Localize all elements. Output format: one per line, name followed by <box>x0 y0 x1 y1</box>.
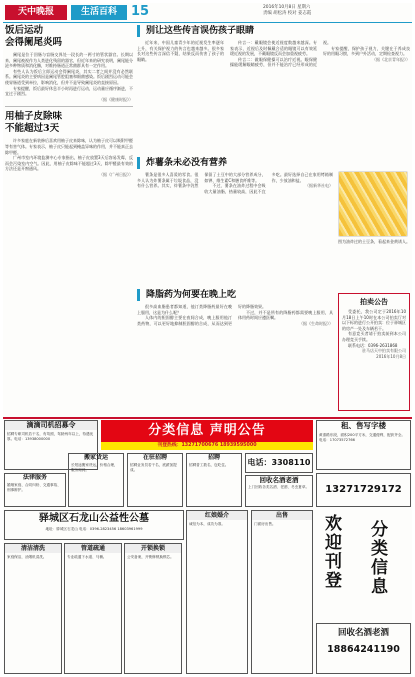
issue-editors: 责编 胡松涛 校对 姜志霞 <box>263 11 312 16</box>
notice-title: 拍卖公告 <box>360 298 388 306</box>
ad-text: 专业疏通下水道、马桶。 <box>67 555 107 559</box>
article-byline: （据新华社电） <box>304 183 333 189</box>
ad-box <box>127 453 183 507</box>
ad-text: 地址：驿城区石龙山 电话：0396-2823456 18603961999 <box>45 527 143 531</box>
article-body <box>137 40 410 68</box>
ad-phone: 电话：3308110 <box>247 458 311 467</box>
article-eye-rumors <box>137 25 410 153</box>
french-fries-photo <box>338 171 408 237</box>
ad-title: 管道疏通 <box>65 544 121 553</box>
masthead-rule <box>3 22 412 23</box>
ad-title: 招聘 <box>207 454 220 461</box>
classified-ads <box>3 417 412 674</box>
ad-box <box>316 473 411 507</box>
ad-title: 出售 <box>252 511 312 520</box>
ad-title: 滴滴司机招募令 <box>5 421 97 430</box>
article-paragraph: 广州市室内环境监测中心专家指出，柚子皮放置3天后容易发霉，反而会污染室内空气。因此，用柚子皮除味不能超过3天，除甲醛最有效的方法还是开窗通风。 <box>5 155 133 172</box>
ad-box-welcome <box>316 510 411 620</box>
issue-weekday: 星期六 <box>297 5 311 10</box>
ad-box <box>186 510 248 674</box>
ad-box <box>316 623 411 674</box>
section-label: 生活百科 <box>71 5 127 20</box>
ad-box <box>245 475 313 507</box>
ad-phone: 13271729172 <box>325 484 402 495</box>
classified-banner: 分类信息 声明公告 <box>101 420 313 442</box>
article-body <box>137 304 333 326</box>
notice-signature: 驻马店天中拍卖有限公司 <box>362 348 406 354</box>
left-column <box>5 25 133 413</box>
ad-box <box>64 543 122 674</box>
ad-box <box>124 543 182 674</box>
ad-text: 诚信为本，成功为准。 <box>189 522 225 526</box>
masthead <box>3 3 412 23</box>
ad-title: 红娘婚介 <box>187 511 247 520</box>
ad-title: 清洁清洗 <box>5 544 61 553</box>
article-paragraph: 近年来，中国儿童青少年的近视发生率逐年上升，有关保护视力的传言也越来越多。很多家长对这些传言深信不疑，结果反而伤害了孩子的眼睛。 <box>137 40 224 62</box>
ads-phone-bar: 刊登热线：13271700676 18939595000 <box>101 442 313 450</box>
page-number: 15 <box>131 4 150 19</box>
ad-text: 婚姻家庭、合同纠纷、交通事故、刑事辩护。 <box>7 483 61 492</box>
article-byline: （据《广州日报》） <box>99 171 133 177</box>
article-paragraph: 很多高血脂患者都知道，他汀类降脂药最好在晚上服用，这是为什么呢？ <box>137 304 232 315</box>
ad-title: 在驻招聘 <box>142 454 167 461</box>
ad-text: 招聘业务员若干名，底薪加提成。 <box>130 463 177 472</box>
notice-paragraph: 受委托，我公司定于2016年10月18日上午10时在本公司拍卖厅对以下标的进行公开拍卖：位于驿城区的房产一处及车辆若干。 <box>342 309 406 331</box>
ad-title: 驿城区石龙山公益性公墓 <box>39 513 149 524</box>
article-byline: （据《北京青年报》） <box>372 56 410 62</box>
article-title: 不能超过3天 <box>5 123 60 135</box>
article-paragraph: 传言二：做眼保健操可以治疗近视。眼保健操能缓解眼睛疲劳，但并不能治疗已经形成的近视。 <box>230 40 331 68</box>
article-paragraph: 人体内的胆固醇主要在夜间合成，晚上服用他汀类药物，可以更好地抑制胆固醇的合成，从而达到更好的降脂效果。 <box>137 304 266 326</box>
notice-paragraph: 联系电话：0396-2631868 <box>348 342 398 348</box>
article-fries <box>137 157 410 285</box>
ad-box <box>4 473 66 507</box>
ad-box <box>316 420 411 470</box>
ad-text: 招聘专职司机若干名，有驾照，驾龄两年以上，待遇优厚。电话：13938000000 <box>7 432 94 441</box>
ad-text: 招聘普工数名，包吃住。 <box>189 463 229 467</box>
ad-text: 公安备案，开锁修锁换锁芯。 <box>127 555 174 559</box>
ad-box <box>251 510 313 674</box>
article-title: 饭后运动 <box>5 25 44 36</box>
ad-title: 开锁换锁 <box>125 544 181 553</box>
issue-meta <box>263 5 403 17</box>
article-title: 会得阑尾炎吗 <box>5 37 63 48</box>
ad-text: 黄淮路东段，面积200平方米，交通便利，配套齐全。电话：17073572766 <box>319 433 405 442</box>
fries-figure <box>338 171 410 245</box>
issue-date: 2016年10月8日 <box>263 5 296 10</box>
auction-notice <box>338 293 410 411</box>
ad-box <box>4 510 184 540</box>
ad-box <box>68 453 124 507</box>
article-title: 炸薯条未必没有营养 <box>137 157 410 169</box>
ad-title: 法律服务 <box>22 474 47 481</box>
ad-text: 长短途搬家货运，价格合理，服务周到。 <box>71 463 118 472</box>
newspaper-logo: 天中晚报 <box>5 5 67 20</box>
article-appendicitis <box>5 25 133 102</box>
article-paragraph: 传言一：戴眼镜会使近视度数越来越深。专家表示，近视后及时佩戴合适的眼镜可以有效延缓近视的发展，不戴眼镜反而会加重视疲劳。 <box>230 40 317 57</box>
divider <box>5 106 133 107</box>
ad-text: 家庭保洁，油烟机清洗。 <box>7 555 47 559</box>
article-byline: （据《健康时报》） <box>99 96 133 102</box>
ad-title: 租、售写字楼 <box>341 421 386 430</box>
ad-text: 门面房出售。 <box>254 522 276 526</box>
notice-paragraph: 有意竞买者请于拍卖前到本公司办理竞买手续。 <box>342 331 406 342</box>
article-paragraph: 有些人认为饭后立即运动会得阑尾炎，其实二者之间并没有必然联系。阑尾炎的主要病因是阑尾管腔阻塞和细菌感染。饭后剧烈运动可能会使胃肠道受到牵拉，影响消化，但并不是导致阑尾炎的直接原因。 <box>5 68 133 85</box>
article-paragraph: 不过，薯条在油炸过程中会吸收大量油脂，热量较高，因此不宜多吃。最好选择自己在家用烤箱制作，少放油和盐。 <box>204 172 333 194</box>
article-paragraph: 阑尾是位于回肠与盲肠交界处一段长约一两寸的管状器官。长期以来，阑尾被视作为人类进化残留的器官，但近年来的研究表明，阑尾能分泌多种物质和消化酶，对维持肠道正常菌群具有一定作用。 <box>5 52 133 69</box>
ad-box <box>245 453 313 473</box>
ad-welcome-text: 欢迎刊登 <box>321 514 341 590</box>
article-paragraph: 专家提醒，饭后最好休息半小时再进行运动，运动量应循序渐进，不宜过于剧烈。 <box>5 85 133 97</box>
article-title: 别让这些传言误伤孩子眼睛 <box>137 25 410 37</box>
ad-category-text: 分类信息 <box>367 520 387 596</box>
ad-title: 回收名酒老酒 <box>259 476 299 484</box>
article-paragraph: 薯条是很多人喜爱的零食。很多人认为炸薯条属于垃圾食品，没有什么营养。其实，炸薯条中仍然保留了土豆中的大部分营养成分，如钾、维生素C和膳食纤维等。 <box>137 172 266 189</box>
article-paragraph: 专家提醒，保护孩子视力，关键在于养成良好的用眼习惯，多到户外活动，定期检查视力。 <box>323 45 410 57</box>
article-paragraph: 许多家庭在新装修后喜欢用柚子皮来除味，认为柚子皮可以吸附甲醛等有害气体。专家表示，柚子皮只能起到掩盖异味的作用，并不能真正去除甲醛。 <box>5 138 133 155</box>
newspaper-page <box>3 3 412 674</box>
ad-phone: 18864241190 <box>327 644 400 655</box>
right-area <box>137 25 410 413</box>
ad-title: 搬家货运 <box>83 454 108 461</box>
article-title: 降脂药为何要在晚上吃 <box>137 289 333 301</box>
photo-caption: 图为油炸过的土豆条，看起来金黄诱人。 <box>338 239 410 244</box>
ad-box <box>186 453 242 507</box>
article-lipid-drugs <box>137 289 333 413</box>
article-paragraph: 不过，并不是所有的降脂药都需要晚上服用，具体用药时间应遵医嘱。 <box>238 309 333 321</box>
article-body <box>137 172 333 284</box>
ad-text: 上门回收各类名酒、老酒、冬虫夏草。 <box>248 485 310 489</box>
article-pomelo-peel <box>5 111 133 177</box>
notice-date: 2016年10月8日 <box>376 353 406 359</box>
article-byline: （据《生命时报》） <box>299 320 333 326</box>
ad-title: 回收名酒老酒 <box>337 628 389 638</box>
article-title: 用柚子皮除味 <box>5 111 63 123</box>
ad-box <box>4 543 62 674</box>
